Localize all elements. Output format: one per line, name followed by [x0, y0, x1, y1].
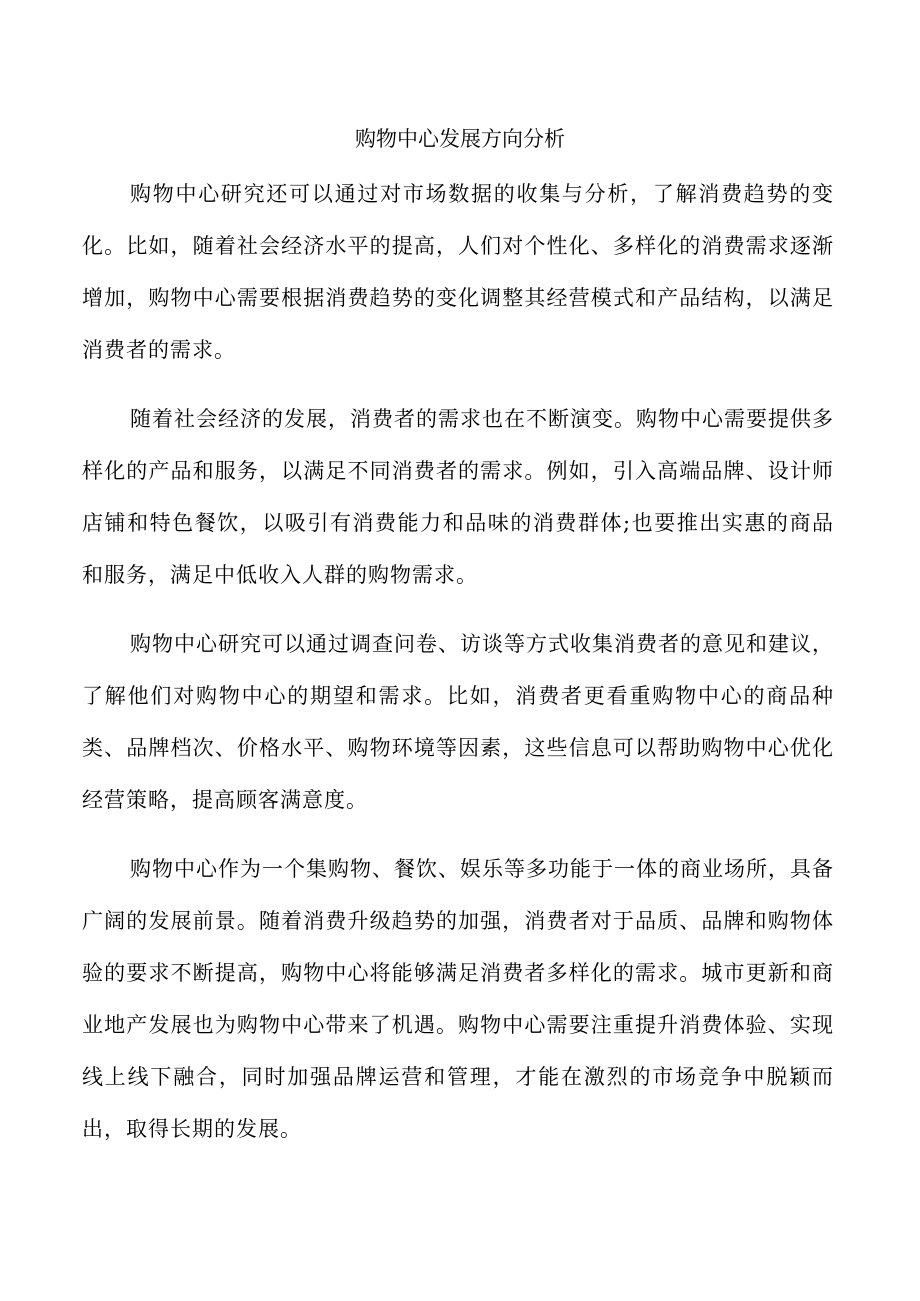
paragraph-1: 购物中心研究还可以通过对市场数据的收集与分析，了解消费趋势的变化。比如，随着社会经济水平的提高，人们对个性化、多样化的消费需求逐渐增加，购物中心需要根据消费趋势的变化调整其经营模式和产品结构，以满足消费者的需求。	[82, 182, 834, 362]
paragraph-4: 购物中心作为一个集购物、餐饮、娱乐等多功能于一体的商业场所，具备广阔的发展前景。随着消费升级趋势的加强，消费者对于品质、品牌和购物体验的要求不断提高，购物中心将能够满足消费者多样化的需求。城市更新和商业地产发展也为购物中心带来了机遇。购物中心需要注重提升消费体验、实现线上线下融合，同时加强品牌运营和管理，才能在激烈的市场竞争中脱颖而出，取得长期的发展。	[82, 857, 834, 1141]
paragraph-3: 购物中心研究可以通过调查问卷、访谈等方式收集消费者的意见和建议，了解他们对购物中心的期望和需求。比如，消费者更看重购物中心的商品种类、品牌档次、价格水平、购物环境等因素，这些信息可以帮助购物中心优化经营策略，提高顾客满意度。	[82, 632, 834, 812]
paragraph-2: 随着社会经济的发展，消费者的需求也在不断演变。购物中心需要提供多样化的产品和服务，以满足不同消费者的需求。例如，引入高端品牌、设计师店铺和特色餐饮，以吸引有消费能力和品味的消费群体;也要推出实惠的商品和服务，满足中低收入人群的购物需求。	[82, 407, 834, 587]
page-title: 购物中心发展方向分析	[355, 127, 565, 151]
